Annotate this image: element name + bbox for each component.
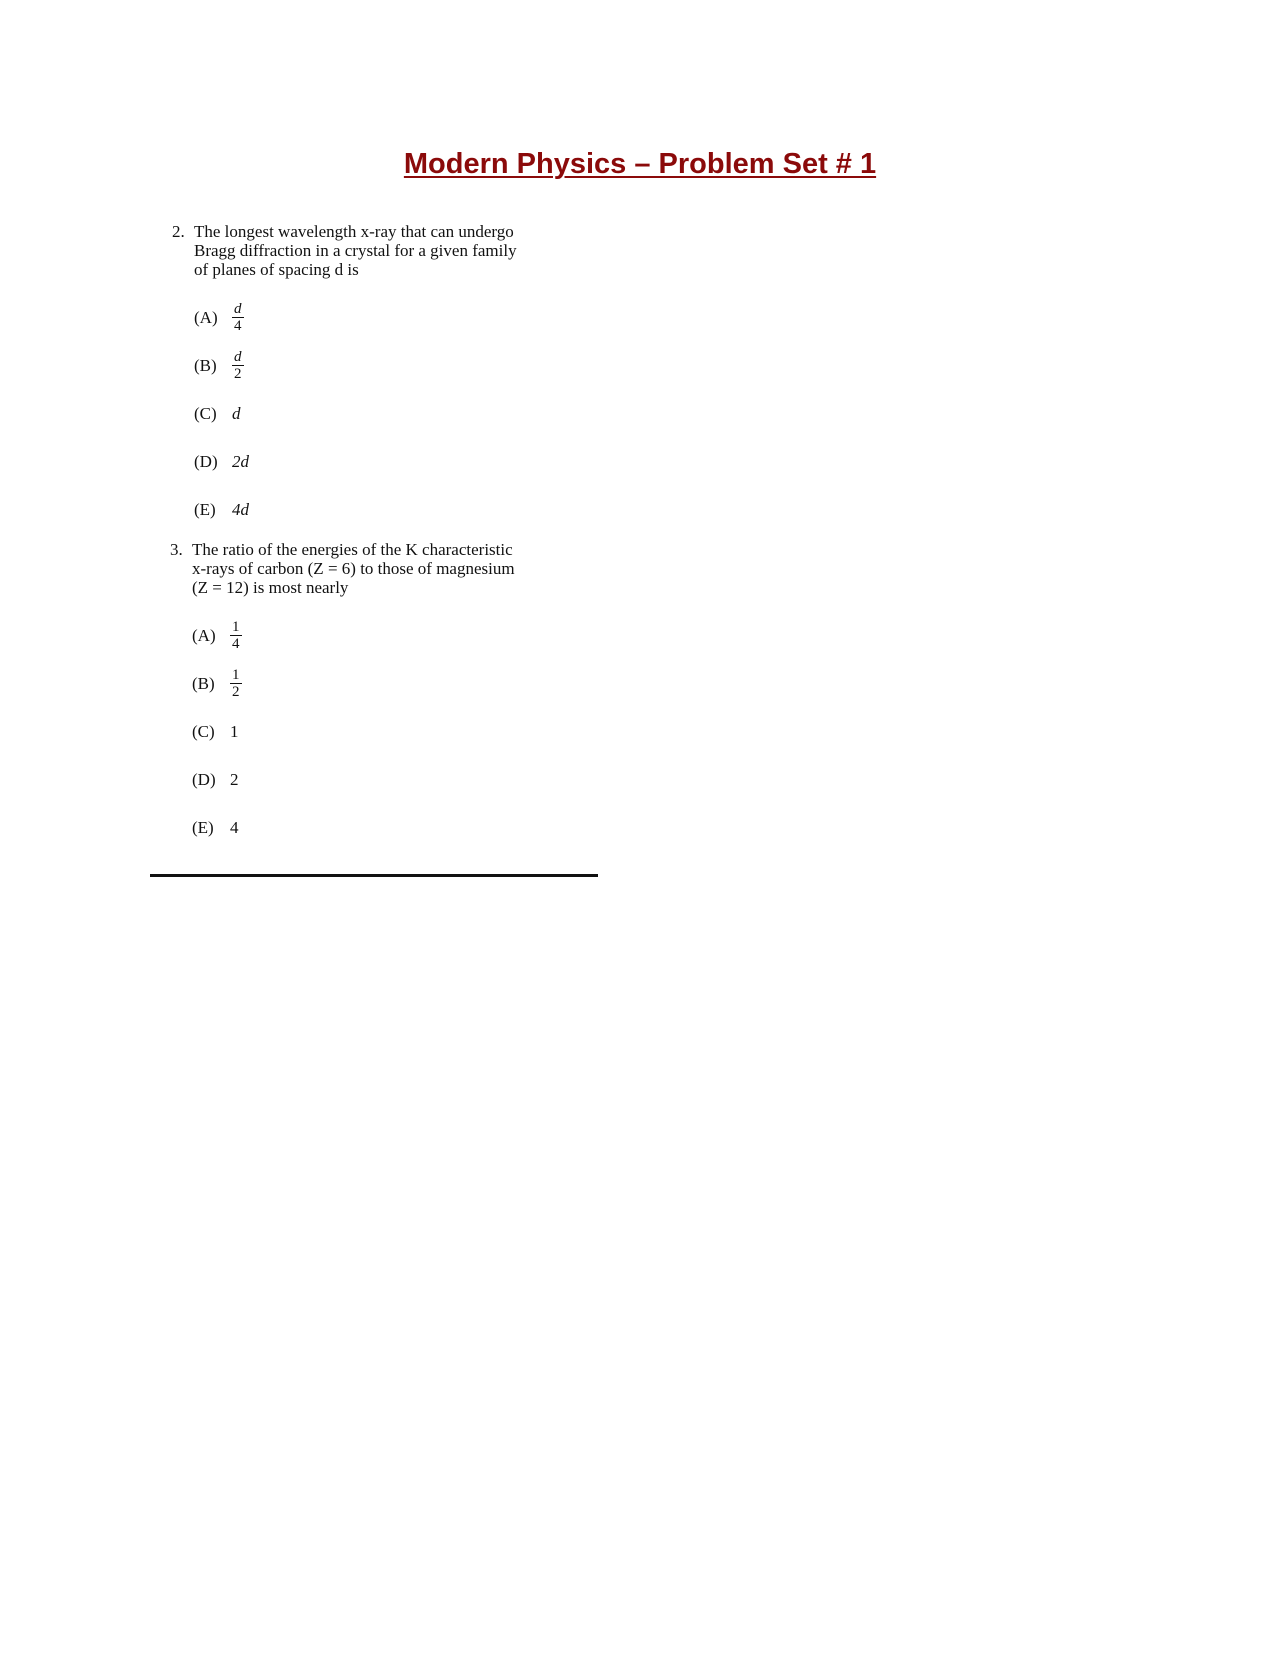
choice-e xyxy=(192,803,590,851)
question-number: 2. xyxy=(172,222,185,241)
fraction xyxy=(230,668,242,699)
choice-value: 4d xyxy=(232,499,249,519)
question-2 xyxy=(172,222,592,533)
horizontal-rule xyxy=(150,874,598,877)
choice-letter: (E) xyxy=(192,817,214,837)
choice-c xyxy=(194,389,592,437)
fraction-denominator: 4 xyxy=(234,317,242,334)
question-3 xyxy=(170,540,590,851)
question-stem: The longest wavelength x-ray that can undergo Bragg diffraction in a crystal for a given family of planes of spacing d is xyxy=(194,222,517,279)
choice-letter: (C) xyxy=(192,721,215,741)
choice-d xyxy=(192,755,590,803)
choice-value: 2 xyxy=(230,769,239,789)
choice-d xyxy=(194,437,592,485)
fraction xyxy=(232,302,244,333)
choice-b xyxy=(192,659,590,707)
fraction-numerator: 1 xyxy=(232,666,240,683)
fraction-numerator: d xyxy=(234,348,242,365)
choice-letter: (E) xyxy=(194,499,216,519)
choice-value: 2d xyxy=(232,451,249,471)
choice-letter: (C) xyxy=(194,403,217,423)
page-title: Modern Physics – Problem Set # 1 xyxy=(403,148,877,180)
choice-letter: (B) xyxy=(194,355,217,375)
answer-choices xyxy=(192,611,590,851)
fraction-numerator: 1 xyxy=(232,618,240,635)
choice-a xyxy=(194,293,592,341)
choice-e xyxy=(194,485,592,533)
question-stem: The ratio of the energies of the K characteristic x-rays of carbon (Z = 6) to those of magnesium (Z = 12) is most nearly xyxy=(192,540,515,597)
choice-letter: (B) xyxy=(192,673,215,693)
fraction-denominator: 2 xyxy=(232,683,240,700)
choice-c xyxy=(192,707,590,755)
choice-value: 4 xyxy=(230,817,239,837)
fraction xyxy=(232,350,244,381)
fraction-denominator: 2 xyxy=(234,365,242,382)
choice-letter: (A) xyxy=(192,625,216,645)
choice-letter: (D) xyxy=(194,451,218,471)
fraction-numerator: d xyxy=(234,300,242,317)
fraction xyxy=(230,620,242,651)
question-number: 3. xyxy=(170,540,183,559)
choice-b xyxy=(194,341,592,389)
choice-value: 1 xyxy=(230,721,239,741)
choice-value: d xyxy=(232,403,241,423)
choice-letter: (A) xyxy=(194,307,218,327)
choice-a xyxy=(192,611,590,659)
answer-choices xyxy=(194,293,592,533)
choice-letter: (D) xyxy=(192,769,216,789)
fraction-denominator: 4 xyxy=(232,635,240,652)
